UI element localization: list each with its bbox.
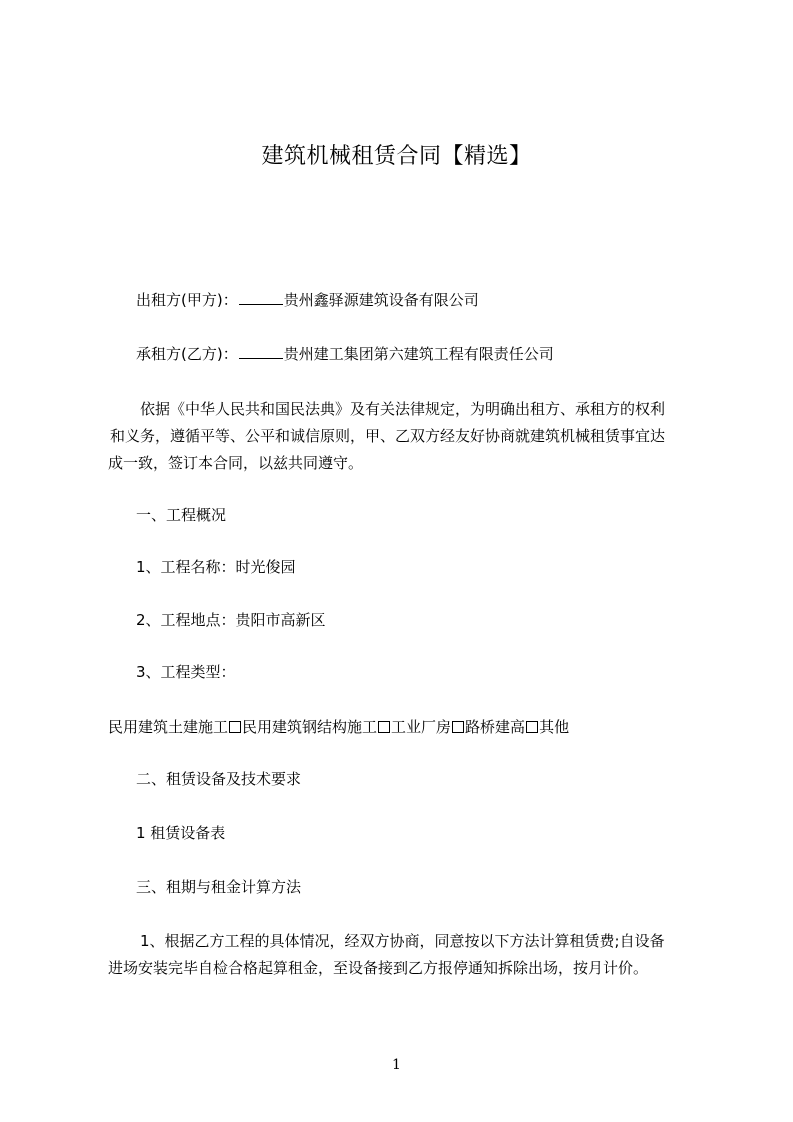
project-type-label: 3、工程类型： [136,663,236,681]
intro-line-3: 成一致，签订本合同，以兹共同遵守。 [108,454,364,472]
option-industrial-plant: 工业厂房 [391,718,452,736]
lessee-label: 承租方(乙方)： [136,345,238,363]
rent-line-2: 进场安装完毕自检合格起算租金，至设备接到乙方报停通知拆除出场，按月计价。 [108,959,649,977]
project-type-options [108,717,569,737]
lessor-blank-underline [239,290,283,305]
option-civil-construction: 民用建筑土建施工 [108,718,229,736]
lessee-blank-underline [239,344,283,359]
intro-line-2: 和义务，遵循平等、公平和诚信原则，甲、乙双方经友好协商就建筑机械租赁事宜达 [110,427,666,445]
lessee-line [136,344,554,364]
checkbox-empty-icon[interactable] [378,721,390,733]
lessee-name: 贵州建工集团第六建筑工程有限责任公司 [283,345,554,363]
lessor-line [136,290,479,310]
project-name: 1、工程名称：时光俊园 [136,558,296,576]
option-road-bridge: 路桥建高 [465,718,526,736]
intro-line-1: 依据《中华人民共和国民法典》及有关法律规定，为明确出租方、承租方的权利 [140,400,666,418]
equipment-table-label: 1 租赁设备表 [136,824,226,842]
rent-paragraph [108,928,708,982]
document-title: 建筑机械租赁合同【精选】 [261,144,532,169]
option-steel-structure: 民用建筑钢结构施工 [242,718,378,736]
option-other: 其他 [539,718,570,736]
lessor-name: 贵州鑫驿源建筑设备有限公司 [283,291,479,309]
lessor-label: 出租方(甲方)： [136,291,238,309]
checkbox-empty-icon[interactable] [229,721,241,733]
section-3-heading: 三、租期与租金计算方法 [136,878,302,896]
intro-paragraph [108,396,708,477]
section-1-heading: 一、工程概况 [136,506,227,524]
rent-line-1: 1、根据乙方工程的具体情况，经双方协商，同意按以下方法计算租赁费;自设备 [140,932,665,950]
checkbox-empty-icon[interactable] [526,721,538,733]
project-location: 2、工程地点：贵阳市高新区 [136,611,326,629]
page-number: 1 [392,1057,401,1073]
checkbox-empty-icon[interactable] [452,721,464,733]
section-2-heading: 二、租赁设备及技术要求 [136,770,302,788]
